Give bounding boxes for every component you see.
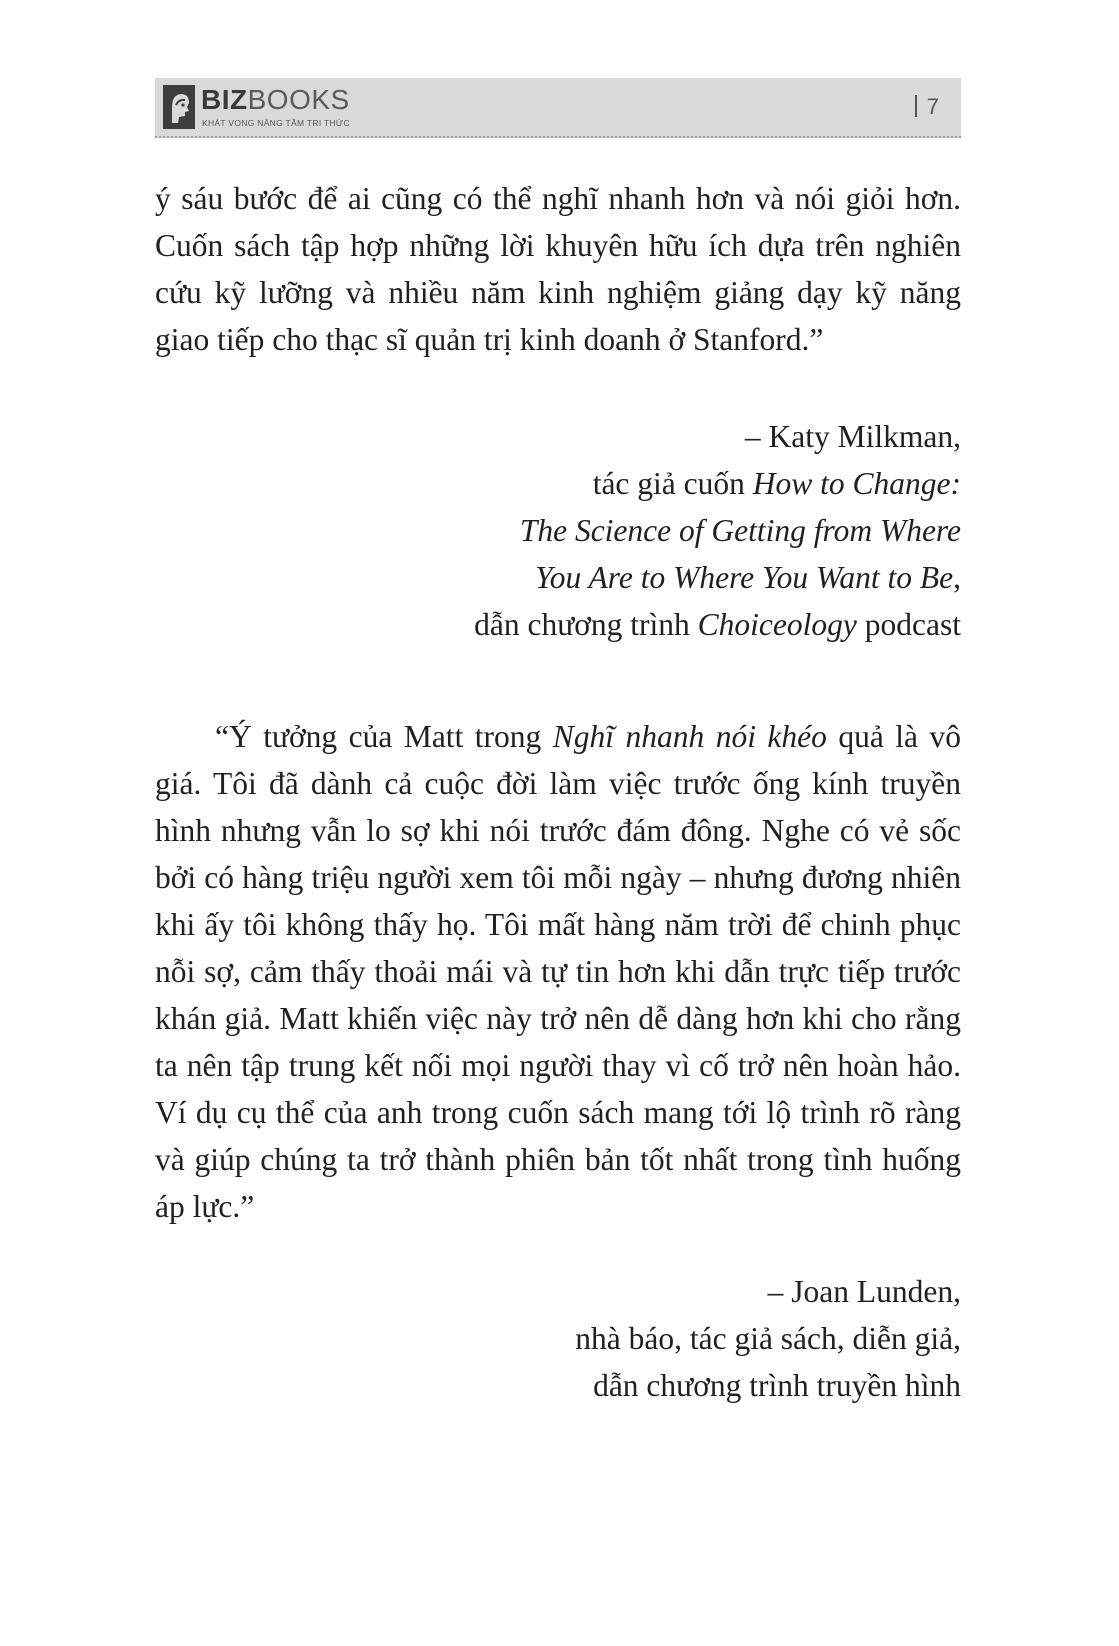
attribution-1-line5: dẫn chương trình Choiceology podcast: [474, 607, 961, 642]
brand-logotype: [201, 84, 350, 116]
page-number-divider: [915, 95, 917, 117]
page-number-value: 7: [926, 94, 939, 119]
page-number: [915, 94, 939, 120]
attribution-2-line3: dẫn chương trình truyền hình: [593, 1368, 961, 1403]
attribution-2-name: – Joan Lunden,: [767, 1274, 961, 1309]
attribution-1-line4: You Are to Where You Want to Be,: [535, 560, 961, 595]
brand-tagline: KHÁT VỌNG NÂNG TẦM TRI THỨC: [202, 118, 350, 128]
book-title-italic: Nghĩ nhanh nói khéo: [552, 719, 827, 754]
testimonial-paragraph-1: ý sáu bước để ai cũng có thể nghĩ nhanh hơn và nói giỏi hơn. Cuốn sách tập hợp những lời khuyên hữu ích dựa trên nghiên cứu kỹ lưỡng và nhiều năm kinh nghiệm giảng dạy kỹ năng giao tiếp cho thạc sĩ quản trị kinh doanh ở Stanford.”: [155, 181, 961, 357]
brand-biz: BIZ: [201, 84, 248, 115]
testimonial-paragraph-2: “Ý tưởng của Matt trong Nghĩ nhanh nói khéo quả là vô giá. Tôi đã dành cả cuộc đời làm việc trước ống kính truyền hình nhưng vẫn lo sợ khi nói trước đám đông. Nghe có vẻ sốc bởi có hàng triệu người xem tôi mỗi ngày – nhưng đương nhiên khi ấy tôi không thấy họ. Tôi mất hàng năm trời để chinh phục nỗi sợ, cảm thấy thoải mái và tự tin hơn khi dẫn trực tiếp trước khán giả. Matt khiến việc này trở nên dễ dàng hơn khi cho rằng ta nên tập trung kết nối mọi người thay vì cố trở nên hoàn hảo. Ví dụ cụ thể của anh trong cuốn sách mang tới lộ trình rõ ràng và giúp chúng ta trở thành phiên bản tốt nhất trong tình huống áp lực.”: [155, 719, 961, 1224]
attribution-1-name: – Katy Milkman,: [744, 419, 961, 454]
brand-books: BOOKS: [247, 84, 350, 115]
testimonial-attribution-2: [155, 1268, 961, 1409]
attribution-1-line3: The Science of Getting from Where: [519, 513, 961, 548]
attribution-2-line2: nhà báo, tác giả sách, diễn giả,: [575, 1321, 961, 1356]
attribution-1-line2: tác giả cuốn How to Change:: [592, 466, 961, 501]
testimonial-attribution-1: [155, 413, 961, 648]
running-header: [155, 78, 961, 138]
bizbooks-logo-icon: [163, 85, 195, 129]
